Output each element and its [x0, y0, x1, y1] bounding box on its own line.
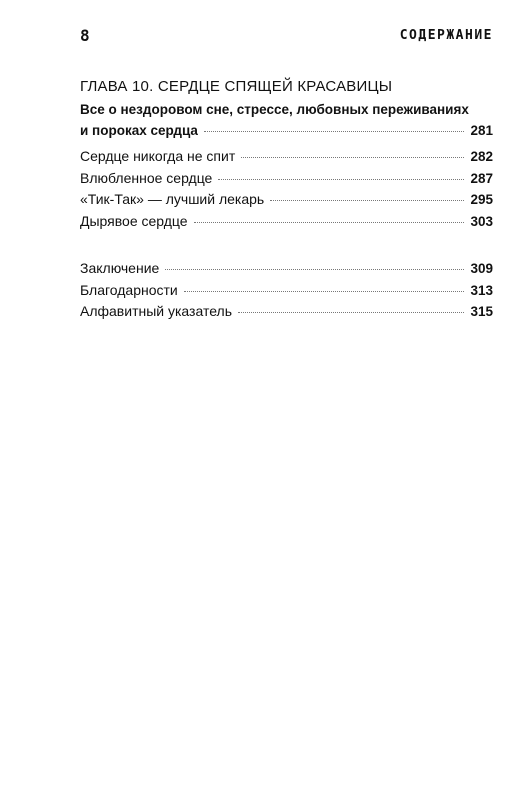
dot-leader: [165, 269, 464, 270]
toc-entry-label: Заключение: [80, 260, 160, 276]
chapter-subtitle: [80, 99, 493, 141]
page-ref: 303: [470, 213, 493, 229]
toc-entry-label: Влюбленное сердце: [80, 169, 213, 186]
page-ref: 313: [470, 282, 493, 298]
section-list: [80, 146, 493, 232]
toc-entry-label: Дырявое сердце: [80, 212, 188, 229]
dot-leader: [241, 157, 464, 158]
dot-leader: [184, 291, 465, 292]
running-head: СОДЕРЖАНИЕ: [399, 28, 493, 43]
page-ref: 309: [470, 261, 493, 276]
toc-entry[interactable]: [80, 146, 493, 168]
back-matter-list: [80, 258, 493, 323]
chapter-subtitle-entry[interactable]: [80, 120, 493, 141]
toc-entry-label: Алфавитный указатель: [80, 303, 232, 319]
page-ref: 287: [470, 170, 493, 186]
toc-entry[interactable]: [80, 301, 493, 323]
chapter-subtitle-line2: и пороках сердца: [80, 123, 198, 138]
page-ref: 295: [470, 192, 493, 207]
toc-entry[interactable]: [80, 189, 493, 211]
dot-leader: [194, 222, 465, 223]
dot-leader: [204, 131, 465, 132]
page-ref: 315: [470, 304, 493, 319]
dot-leader: [238, 312, 464, 313]
toc-entry-label: Сердце никогда не спит: [80, 148, 236, 164]
toc-entry-label: Благодарности: [80, 281, 178, 298]
toc-entry[interactable]: [80, 258, 493, 280]
toc-entry-label: «Тик-Так» — лучший лекарь: [80, 191, 265, 207]
toc-entry[interactable]: [80, 168, 493, 190]
chapter-subtitle-line1: Все о нездоровом сне, стрессе, любовных переживаниях: [80, 102, 469, 117]
page-ref: 282: [470, 149, 493, 164]
dot-leader: [218, 179, 464, 180]
dot-leader: [270, 200, 464, 201]
toc-entry[interactable]: [80, 280, 493, 302]
page-number: 8: [80, 26, 90, 45]
page-ref: 281: [470, 123, 493, 138]
chapter-title: ГЛАВА 10. СЕРДЦЕ СПЯЩЕЙ КРАСАВИЦЫ: [80, 78, 393, 95]
toc-entry[interactable]: [80, 211, 493, 233]
